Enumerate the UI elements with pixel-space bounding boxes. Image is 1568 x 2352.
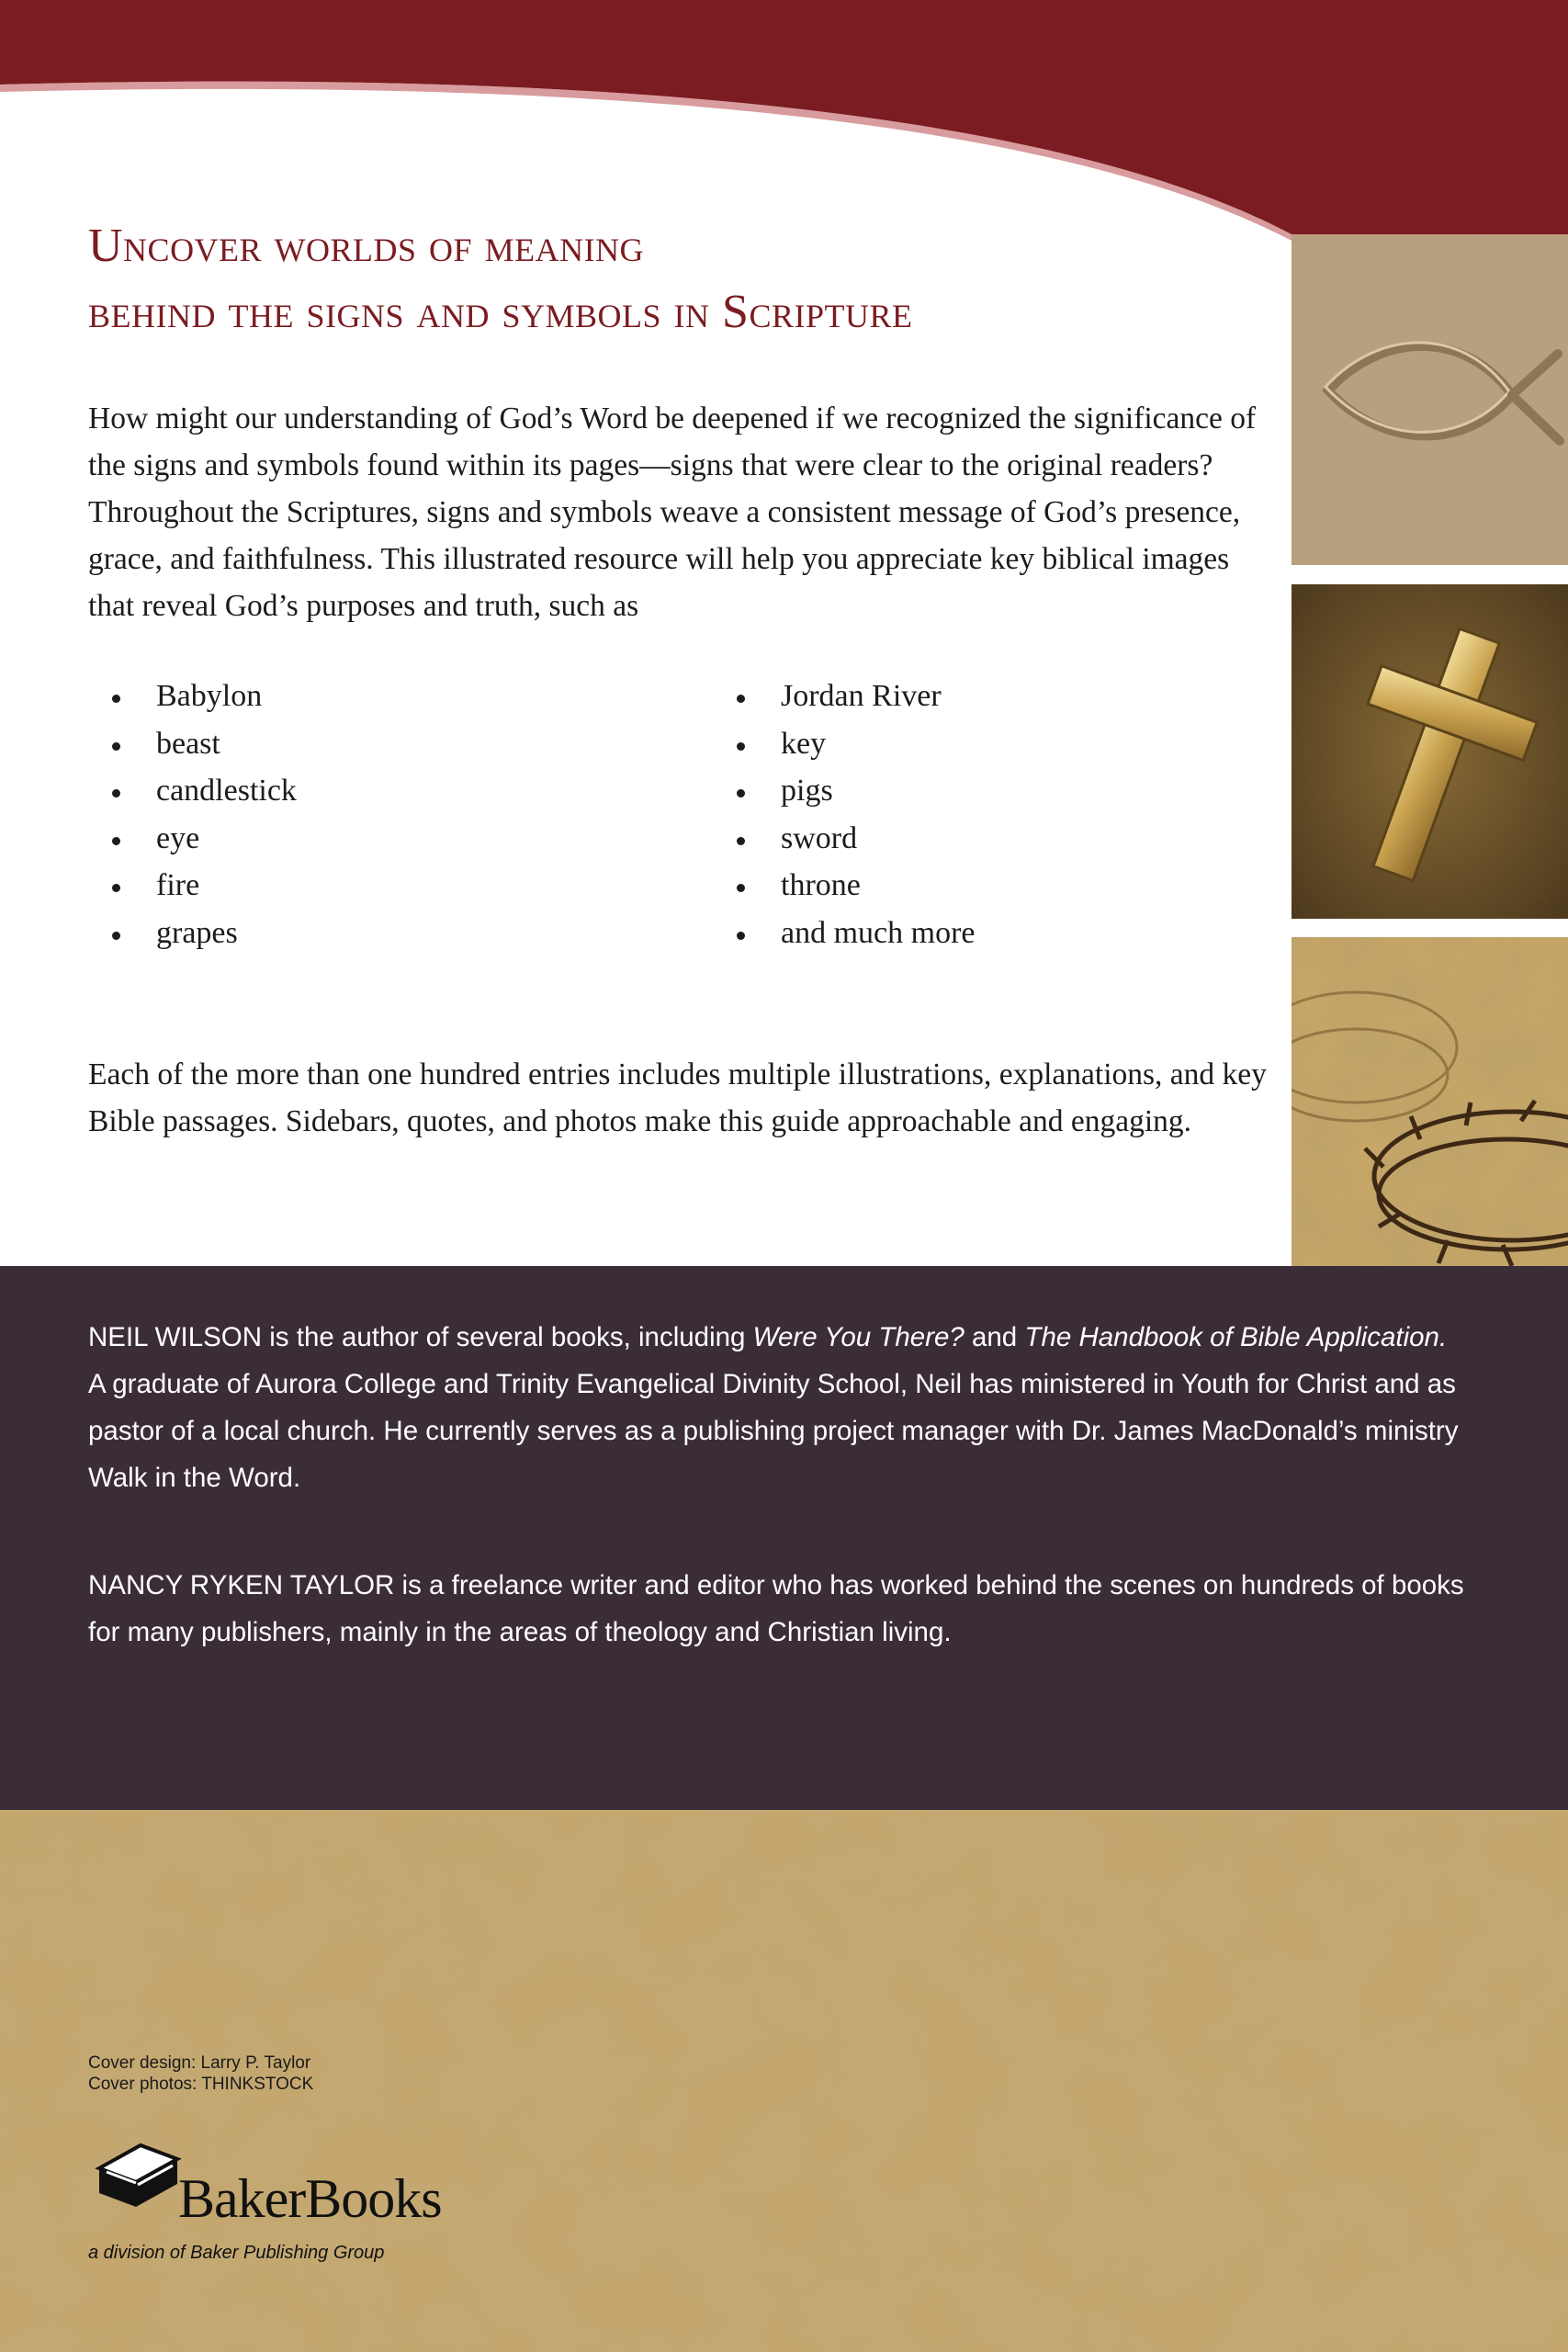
- golden-cross-photo: [1292, 584, 1568, 919]
- bio-text: and: [964, 1322, 1025, 1352]
- list-item: beast: [107, 720, 297, 768]
- closing-paragraph: Each of the more than one hundred entries includes multiple illustrations, explanations, and key Bible passages. Sidebars, quotes, and photos make this guide approachable and engaging.: [88, 1057, 1267, 1138]
- list-item: eye: [107, 815, 297, 863]
- bio-text: NEIL WILSON is the author of several books, including: [88, 1322, 753, 1352]
- headline-line-2: behind the signs and symbols in Scripture: [88, 286, 913, 338]
- book-title-were-you-there: Were You There?: [752, 1322, 964, 1352]
- bio-neil-wilson: [88, 1314, 1466, 1501]
- cover-design-credit: Cover design: Larry P. Taylor: [88, 2053, 311, 2073]
- list-item: candlestick: [107, 767, 297, 815]
- symbol-list-left: [107, 673, 297, 956]
- bio-nancy-ryken-taylor: NANCY RYKEN TAYLOR is a freelance writer and editor who has worked behind the scenes on hundreds of books for many publishers, mainly in the areas of theology and Christian living.: [88, 1570, 1464, 1647]
- cover-photos-credit: Cover photos: THINKSTOCK: [88, 2075, 314, 2094]
- publisher-name: BakerBooks: [178, 2168, 442, 2229]
- bio-text: A graduate of Aurora College and Trinity Evangelical Divinity School, Neil has ministered in Youth for Christ and as pastor of a local church. He currently serves as a publishing project manager with Dr. James MacDonald’s ministry Walk in the Word.: [88, 1369, 1459, 1493]
- symbol-list-right: [731, 673, 976, 956]
- book-title-handbook: The Handbook of Bible Application.: [1024, 1322, 1448, 1352]
- publisher-logo: [88, 2132, 566, 2288]
- cover-credits: [88, 2052, 313, 2095]
- crown-of-thorns-photo: [1292, 937, 1568, 1266]
- headline-line-1: Uncover worlds of meaning: [88, 220, 645, 272]
- headline: [88, 213, 1282, 345]
- book-stack-icon: [90, 2132, 182, 2214]
- list-item: pigs: [731, 767, 976, 815]
- list-item: fire: [107, 862, 297, 910]
- intro-paragraph: How might our understanding of God’s Word be deepened if we recognized the significance of the signs and symbols found within its pages—signs that were clear to the original readers? Throughout the Scriptures, signs and symbols weave a consistent message of God’s presence, grace, and faithfulness. This illustrated resource will help you appreciate key biblical images that reveal God’s purposes and truth, such as: [88, 401, 1257, 623]
- list-item: grapes: [107, 910, 297, 957]
- list-item: Babylon: [107, 673, 297, 720]
- fish-symbol-in-sand-photo: [1292, 234, 1568, 565]
- list-item: throne: [731, 862, 976, 910]
- list-item: sword: [731, 815, 976, 863]
- list-item: Jordan River: [731, 673, 976, 720]
- list-item: key: [731, 720, 976, 768]
- list-item: and much more: [731, 910, 976, 957]
- publisher-tagline: a division of Baker Publishing Group: [88, 2243, 385, 2263]
